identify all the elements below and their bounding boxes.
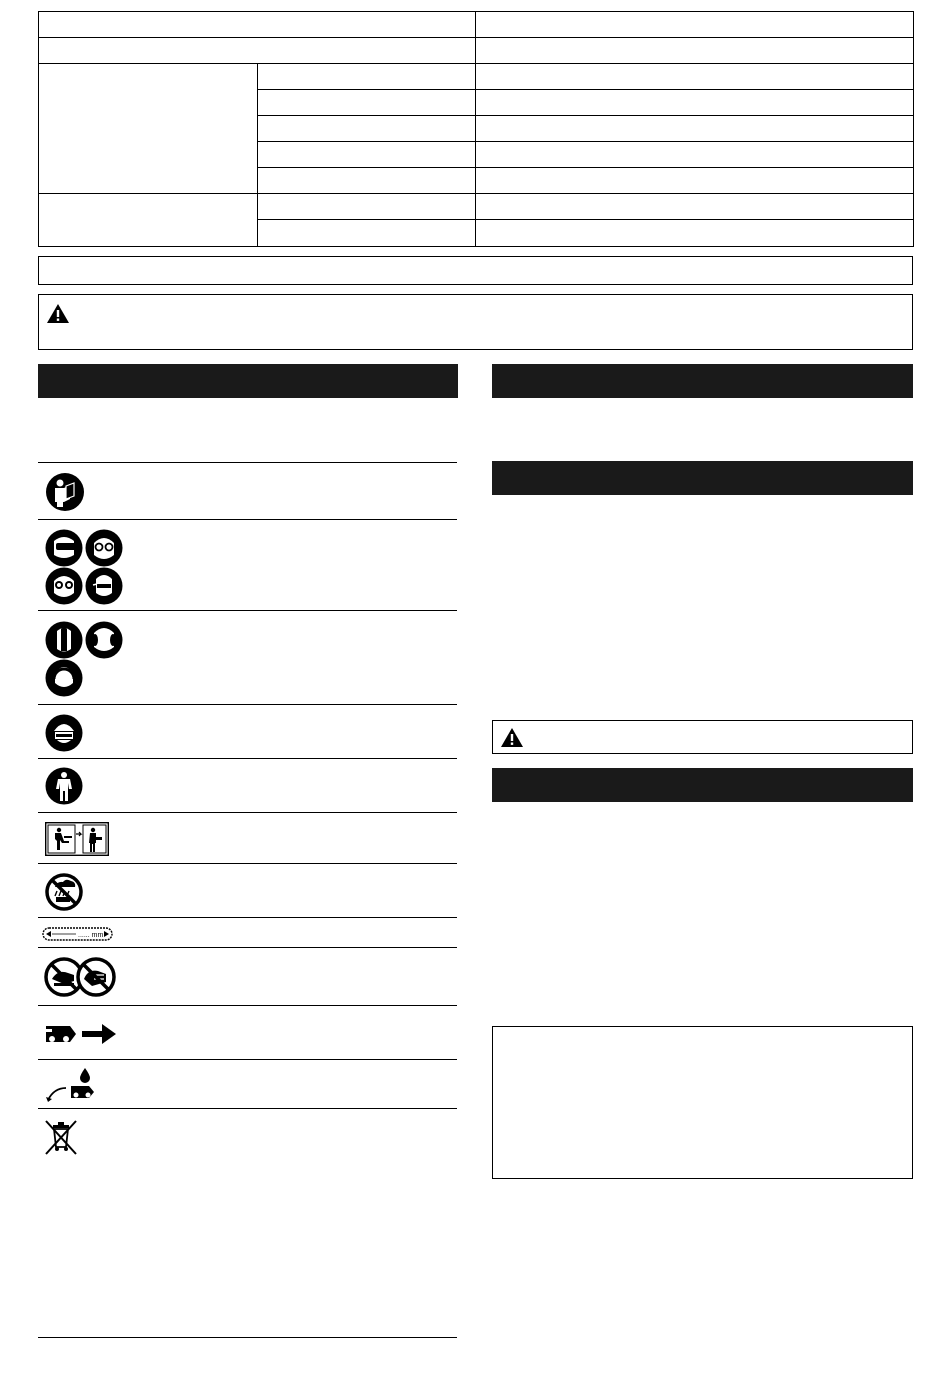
divider xyxy=(38,462,457,463)
spec-cell xyxy=(39,64,258,194)
warning-triangle-icon xyxy=(46,303,70,324)
spec-cell xyxy=(39,12,476,38)
warning-banner xyxy=(38,294,913,350)
specification-table xyxy=(38,11,914,247)
spec-cell xyxy=(476,90,914,116)
spec-cell xyxy=(258,142,476,168)
divider xyxy=(38,917,457,918)
divider xyxy=(38,1059,457,1060)
protective-clothing-icon xyxy=(45,767,83,805)
spec-cell xyxy=(476,38,914,64)
spec-cell xyxy=(258,64,476,90)
divider xyxy=(38,863,457,864)
spec-cell xyxy=(476,220,914,247)
spec-cell xyxy=(476,194,914,220)
divider xyxy=(38,758,457,759)
spec-cell xyxy=(258,116,476,142)
note-strip xyxy=(38,256,913,285)
spec-cell xyxy=(39,194,258,247)
spec-cell xyxy=(476,116,914,142)
chainsaw-use-scene-icon xyxy=(45,822,109,856)
read-manual-icon xyxy=(45,472,85,512)
crossed-bin-icon xyxy=(44,1118,78,1156)
divider xyxy=(38,812,457,813)
divider xyxy=(38,1005,457,1006)
right-warning-box xyxy=(492,720,913,754)
divider xyxy=(38,1108,457,1109)
chain-direction-icon xyxy=(44,1020,118,1048)
ear-protection-icons xyxy=(45,621,125,697)
spec-cell xyxy=(258,90,476,116)
left-section-header xyxy=(38,364,458,398)
spec-cell xyxy=(258,168,476,194)
eye-protection-icons xyxy=(45,529,125,605)
divider xyxy=(38,610,457,611)
spec-cell xyxy=(476,12,914,38)
divider xyxy=(38,947,457,948)
warning-triangle-icon xyxy=(500,727,524,748)
no-rain-icon xyxy=(45,873,83,911)
spec-cell xyxy=(258,194,476,220)
no-hand-contact-icons xyxy=(44,957,116,997)
spec-cell xyxy=(258,220,476,247)
right-section-header-2 xyxy=(492,461,913,495)
svg-text:...... mm: ...... mm xyxy=(78,932,104,939)
spec-cell xyxy=(39,38,476,64)
right-note-box xyxy=(492,1026,913,1179)
divider xyxy=(38,704,457,705)
chain-oil-icon xyxy=(44,1066,96,1104)
spec-cell xyxy=(476,142,914,168)
guide-bar-length-icon xyxy=(42,926,114,942)
helmet-icon xyxy=(45,714,83,752)
spec-cell xyxy=(476,64,914,90)
divider xyxy=(38,1337,457,1338)
divider xyxy=(38,519,457,520)
right-section-header-1 xyxy=(492,364,913,398)
spec-cell xyxy=(476,168,914,194)
right-section-header-3 xyxy=(492,768,913,802)
